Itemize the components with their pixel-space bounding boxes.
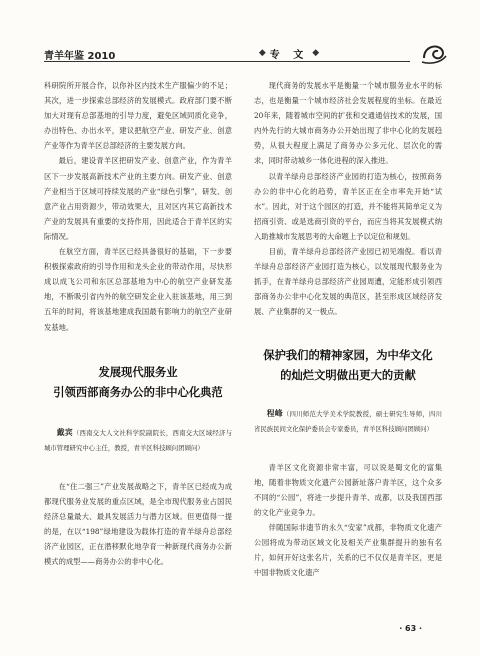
paragraph: 伴随国际非遗节的永久“安家”成都，非物质文化遗产公园将成为带动区域文化及相关产业集群提升的独有名片，如何开好这张名片，关系的已不仅仅是青羊区，更是中国非物质文化遗产 bbox=[254, 522, 442, 578]
article-title: 的灿烂文明做出更大的贡献 bbox=[280, 368, 416, 382]
paragraph: 最后，建设青羊区把研发产业、创意产业，作为青羊区下一步发展高新技术产业的主要方向。研发产业、创意产业相当于区域可持续发展的产业“绿色引擎”，研发、创意产业占用资源少，带动效果大，且对区内其它高新技术产业的发展具有重要的支持作用，因此适合于青羊区的实际情况。 bbox=[44, 156, 232, 241]
article-title: 发展现代服务业 bbox=[98, 365, 178, 379]
diamond-icon: ◆ bbox=[312, 48, 320, 58]
yearbook-title: 青羊年鉴 2010 bbox=[44, 51, 116, 62]
paragraph: 在航空方面，青羊区已经具备很好的基础，下一步要积极探索政府的引导作用和龙头企业的带动作用，尽快形成以成飞公司和东区总部基地为中心的航空产业研发基地，不断吸引省内外的航空研发企业入驻该基地，用三到五年的时间，将该基地建成我国最有影响力的航空产业研发基地。 bbox=[44, 247, 232, 332]
article-title: 保护我们的精神家园，为中华文化 bbox=[263, 348, 433, 362]
page-number: · 63 · bbox=[399, 624, 422, 633]
paragraph: 科研院所开展合作，以你补区内技术生产服偏少的不足；其次，进一步探索总部经济的发展模式。政府部门要不断加大对现有总部基地的引导力度，避免区域同质化竞争，办出特色、办出水平，建议把航空产业、研发产业、创意产业等作为青羊区总部经济的主要发展方向。 bbox=[44, 81, 232, 151]
author-name: 程峰 bbox=[266, 408, 283, 418]
diamond-icon: ◆ bbox=[258, 48, 266, 58]
header-rule bbox=[44, 61, 410, 62]
page-header bbox=[44, 44, 440, 66]
section-title: 专 文 bbox=[269, 49, 309, 61]
paragraph: 以青羊绿舟总部经济产业园的打造为核心，按照商务办公的非中心化的趋势，青羊区正在全市率先开始“试水”。因此，对于这个园区的打造，并不能将其简单定义为招商引资、或是选商引资的平台，而应当将其发展模式纳入助推城市发展思考的大命题上予以定位和规划。 bbox=[254, 171, 442, 241]
author-byline bbox=[44, 425, 232, 457]
author-name: 戴宾 bbox=[56, 427, 73, 437]
paragraph: 青羊区文化资源非常丰富，可以说是蜀文化的富集地，随着非物质文化遗产公园新址落户青羊区，这个众多不同的“公园”，将进一步提升青羊、成都，以及我国西部的文化产业竞争力。 bbox=[254, 462, 442, 517]
paragraph: 目前，青羊绿舟总部经济产业园已初见端倪。看以青羊绿舟总部经济产业园打造为核心，以发展现代服务业为抓手，在青羊绿舟总部经济产业园周遭，定能形成引领西部商务办公非中心化发展的典范区，甚至形成区域经济发展、产业集群的又一极点。 bbox=[254, 247, 442, 317]
right-column bbox=[254, 78, 442, 580]
paragraph: 现代商务的发展水平是衡量一个城市服务业水平的标志，也是衡量一个城市经济社会发展程度的坐标。在最近20年来，随着城市空间的扩张和交通通信技术的发展，国内外先行的大城市商务办公开始出现了非中心化的发展趋势，从很大程度上满足了商务办公多元化、层次化的需求，同时带动城乡一体化进程的深入推进。 bbox=[254, 81, 442, 166]
author-byline bbox=[254, 406, 442, 438]
section-banner bbox=[224, 44, 354, 62]
paragraph: 在“住二强三”产业发展战略之下，青羊区已经成为成都现代服务业发展的重点区域，是全市现代服务业占国民经济总量最大、最具发展活力与潜力区域。但更值得一提的是，在以“198”绿地建设为载体打造的青羊绿舟总部经济产业园区，正在潜移默化地孕育一种新现代商务办公新模式的成型——商务办公的非中心化。 bbox=[44, 481, 232, 567]
author-info: （西南交大人文社科学院副院长，西南交大区域经济与城市管理研究中心主任，教授，青羊区科技顾问团顾问） bbox=[44, 428, 233, 453]
author-info: （四川师范大学美术学院教授，硕士研究生导师，四川省民族民间文化保护委员会专家委员，青羊区科技顾问团顾问） bbox=[254, 409, 443, 433]
left-column bbox=[44, 78, 232, 569]
article-title: 引领西部商务办公的非中心化典范 bbox=[53, 385, 223, 399]
swirl-ornament-icon bbox=[420, 40, 448, 66]
